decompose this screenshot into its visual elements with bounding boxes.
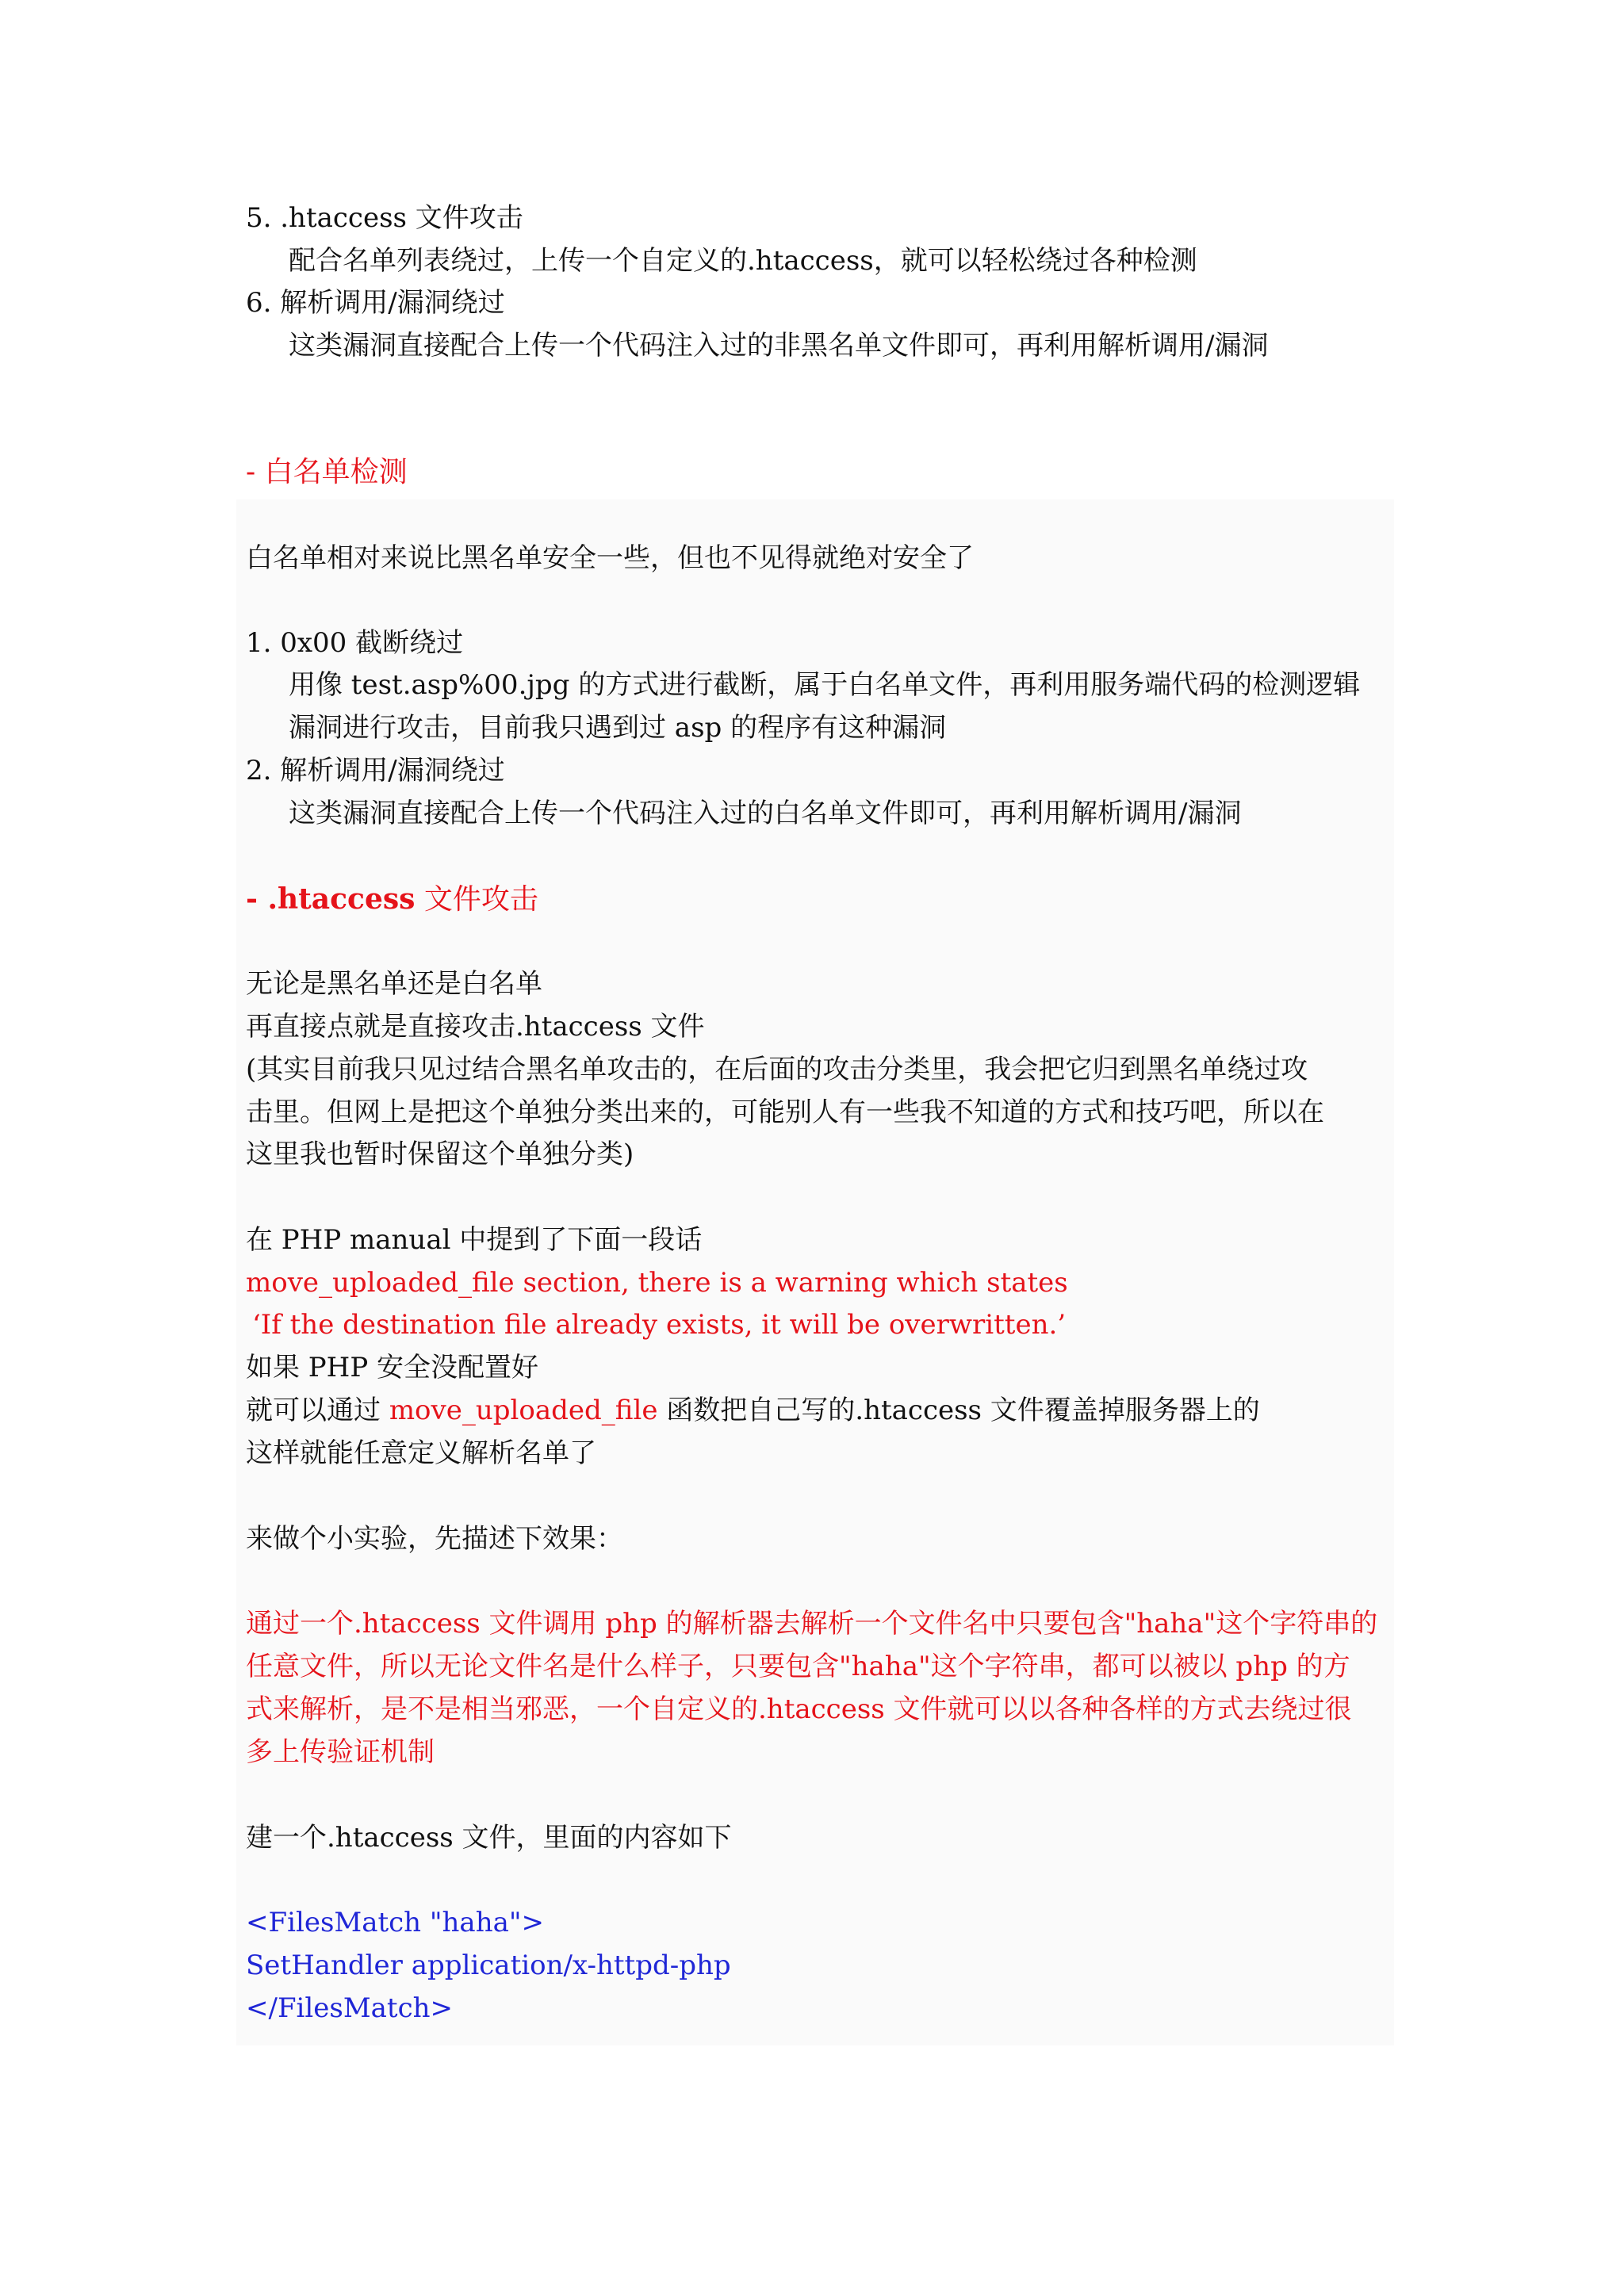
whitelist-item2-title: 2. 解析调用/漏洞绕过: [246, 755, 505, 786]
item5-title: 5. .htaccess 文件攻击: [246, 202, 523, 234]
htaccess-p3-1: (其实目前我只见过结合黑名单攻击的，在后面的攻击分类里，我会把它归到黑名单绕过攻: [246, 1054, 1308, 1085]
create-file-line: 建一个.htaccess 文件，里面的内容如下: [246, 1822, 732, 1854]
item6-title: 6. 解析调用/漏洞绕过: [246, 287, 505, 319]
via-suffix: 函数把自己写的.htaccess 文件覆盖掉服务器上的: [657, 1395, 1260, 1426]
htaccess-p3-2: 击里。但网上是把这个单独分类出来的，可能别人有一些我不知道的方式和技巧吧，所以在: [246, 1096, 1324, 1128]
whitelist-item1-desc-2: 漏洞进行攻击，目前我只遇到过 asp 的程序有这种漏洞: [289, 712, 947, 744]
code-line-1: <FilesMatch "haha">: [246, 1907, 544, 1938]
effect-line-4: 多上传验证机制: [246, 1736, 435, 1768]
whitelist-item2-desc: 这类漏洞直接配合上传一个代码注入过的白名单文件即可，再利用解析调用/漏洞: [289, 798, 1242, 829]
via-prefix: 就可以通过: [246, 1395, 389, 1426]
effect-line-1: 通过一个.htaccess 文件调用 php 的解析器去解析一个文件名中只要包含"haha"这个字符串的: [246, 1608, 1378, 1640]
code-line-3: </FilesMatch>: [246, 1992, 454, 2024]
item5-description: 配合名单列表绕过，上传一个自定义的.htaccess，就可以轻松绕过各种检测: [289, 245, 1197, 277]
whitelist-item1-desc-1: 用像 test.asp%00.jpg 的方式进行截断，属于白名单文件，再利用服务端代码的检测逻辑: [289, 669, 1361, 701]
experiment-line: 来做个小实验，先描述下效果：: [246, 1523, 623, 1555]
item6-description: 这类漏洞直接配合上传一个代码注入过的非黑名单文件即可，再利用解析调用/漏洞: [289, 330, 1269, 362]
htaccess-heading: [246, 880, 538, 919]
manual-quote-1: move_uploaded_file section, there is a warning which states: [246, 1267, 1068, 1299]
define-list-line: 这样就能任意定义解析名单了: [246, 1437, 596, 1469]
manual-intro: 在 PHP manual 中提到了下面一段话: [246, 1224, 703, 1256]
manual-quote-2: ‘If the destination file already exists, it will be overwritten.’: [252, 1309, 1067, 1341]
effect-line-2: 任意文件，所以无论文件名是什么样子，只要包含"haha"这个字符串，都可以被以 php 的方: [246, 1651, 1350, 1682]
move-uploaded-file-line: [246, 1391, 1260, 1429]
htaccess-p1: 无论是黑名单还是白名单: [246, 968, 542, 1000]
htaccess-p2: 再直接点就是直接攻击.htaccess 文件: [246, 1011, 705, 1043]
htaccess-heading-bold: - .htaccess: [246, 882, 416, 916]
whitelist-item1-title: 1. 0x00 截断绕过: [246, 627, 464, 659]
effect-line-3: 式来解析，是不是相当邪恶，一个自定义的.htaccess 文件就可以以各种各样的方式去绕过很: [246, 1693, 1352, 1725]
move-uploaded-file-function: move_uploaded_file: [389, 1395, 658, 1426]
php-config-line: 如果 PHP 安全没配置好: [246, 1352, 539, 1383]
code-line-2: SetHandler application/x-httpd-php: [246, 1950, 731, 1981]
htaccess-heading-rest: 文件攻击: [415, 883, 538, 916]
htaccess-p3-3: 这里我也暂时保留这个单独分类): [246, 1138, 634, 1170]
whitelist-intro: 白名单相对来说比黑名单安全一些，但也不见得就绝对安全了: [246, 542, 974, 574]
whitelist-heading: - 白名单检测: [246, 456, 408, 488]
